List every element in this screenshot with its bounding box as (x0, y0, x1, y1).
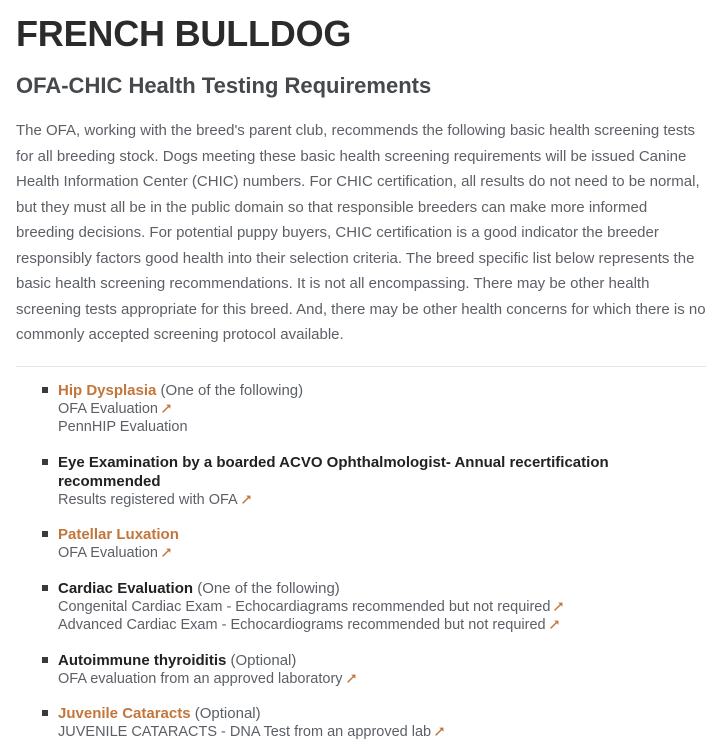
requirement-item (42, 651, 706, 689)
requirement-heading (58, 381, 706, 400)
square-bullet-icon (42, 710, 48, 716)
external-link-arrow-icon[interactable] (346, 673, 357, 684)
requirement-subline[interactable] (58, 544, 706, 563)
external-link-arrow-icon[interactable] (161, 547, 172, 558)
requirement-qualifier: (Optional) (230, 651, 297, 669)
requirement-item (42, 453, 706, 510)
requirement-subline[interactable] (58, 598, 706, 617)
requirement-heading (58, 651, 706, 670)
requirement-subline-label: OFA Evaluation (58, 545, 158, 561)
requirement-qualifier: (One of the following) (160, 381, 304, 399)
requirement-subline-label: JUVENILE CATARACTS - DNA Test from an approved lab (58, 724, 432, 740)
requirement-item (42, 704, 706, 742)
requirement-subline-label: Advanced Cardiac Exam - Echocardiograms recommended but not required (58, 617, 546, 633)
external-link-arrow-icon[interactable] (549, 619, 560, 630)
requirement-sublines (58, 723, 706, 742)
square-bullet-icon (42, 657, 48, 663)
requirement-subline-label: PennHIP Evaluation (58, 419, 188, 435)
external-link-arrow-icon[interactable] (241, 494, 252, 505)
section-subtitle: OFA-CHIC Health Testing Requirements (16, 73, 432, 98)
requirement-item (42, 381, 706, 437)
intro-paragraph: The OFA, working with the breed's parent club, recommends the following basic health screening tests for all breeding stock. Dogs meeting these basic health screening requirements will be issued Canine Health Information Center (CHIC) numbers. For CHIC certification, all results do not need to be normal, but they must all be in the public domain so that responsible breeders can make more informed breeding decisions. For potential puppy buyers, CHIC certification is a good indicator the breeder responsibly factors good health into their selection criteria. The breed specific list below represents the basic health screening recommendations. It is not all encompassing. There may be other health screening tests appropriate for this breed. And, there may be other health concerns for which there is no commonly accepted screening protocol available. (16, 122, 706, 343)
square-bullet-icon (42, 531, 48, 537)
external-link-arrow-icon[interactable] (434, 726, 445, 737)
requirements-list (16, 367, 706, 742)
requirement-subline[interactable] (58, 400, 706, 419)
square-bullet-icon (42, 459, 48, 465)
requirement-subline-label: Congenital Cardiac Exam - Echocardiagrams recommended but not required (58, 598, 551, 615)
requirement-qualifier: (Optional) (194, 705, 261, 722)
external-link-arrow-icon[interactable] (553, 601, 564, 612)
requirement-name: Cardiac Evaluation (58, 579, 194, 597)
requirement-name-link[interactable]: Juvenile Cataracts (58, 705, 191, 722)
requirement-heading (58, 453, 706, 491)
requirement-subline-label: Results registered with OFA (58, 491, 238, 508)
requirement-subline-label: OFA evaluation from an approved laboratory (58, 670, 343, 687)
requirement-name-link[interactable]: Patellar Luxation (58, 526, 179, 543)
requirement-heading (58, 704, 706, 723)
requirement-subline (58, 418, 706, 437)
requirement-heading (58, 579, 706, 598)
requirement-sublines (58, 400, 706, 437)
requirement-subline[interactable] (58, 723, 706, 742)
requirement-name: Autoimmune thyroiditis (58, 651, 227, 669)
requirement-sublines (58, 491, 706, 510)
requirement-sublines (58, 670, 706, 689)
requirement-sublines (58, 598, 706, 635)
requirement-subline-label: OFA Evaluation (58, 400, 158, 417)
requirement-name: Eye Examination by a boarded ACVO Ophthalmologist- Annual recertification recommended (58, 453, 609, 490)
requirement-subline[interactable] (58, 670, 706, 689)
requirement-subline[interactable] (58, 491, 706, 510)
square-bullet-icon (42, 387, 48, 393)
requirement-name-link[interactable]: Hip Dysplasia (58, 381, 157, 399)
requirement-qualifier: (One of the following) (197, 579, 340, 597)
requirement-item (42, 579, 706, 635)
requirement-heading (58, 525, 706, 544)
requirement-subline[interactable] (58, 616, 706, 635)
square-bullet-icon (42, 585, 48, 591)
requirement-item (42, 525, 706, 563)
requirement-sublines (58, 544, 706, 563)
page-title: FRENCH BULLDOG (16, 13, 352, 54)
external-link-arrow-icon[interactable] (161, 403, 172, 414)
